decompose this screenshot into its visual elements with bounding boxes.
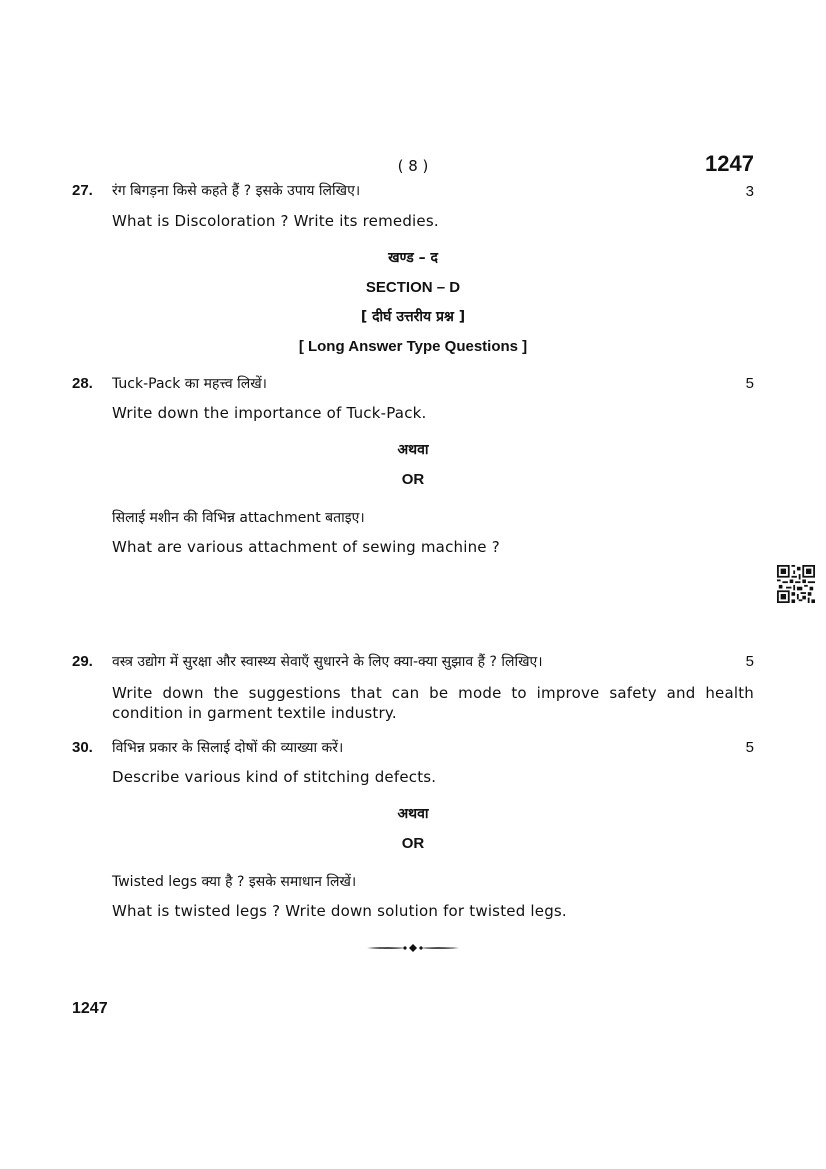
section-title-hindi: खण्ड – द	[388, 250, 438, 266]
question-30-marks: 5	[745, 739, 754, 756]
question-30-alt-english: What is twisted legs ? Write down solution for twisted legs.	[112, 902, 567, 920]
question-28-english: Write down the importance of Tuck-Pack.	[112, 404, 427, 422]
paper-code-footer: 1247	[72, 1000, 108, 1017]
page-number: ( 8 )	[397, 157, 429, 175]
question-29-marks: 5	[745, 653, 754, 670]
question-28-hindi: Tuck-Pack का महत्त्व लिखें।	[112, 376, 267, 392]
paper-code-header: 1247	[705, 151, 754, 176]
question-28-marks: 5	[745, 375, 754, 392]
or-english-30: OR	[401, 835, 425, 852]
question-28-alt-english: What are various attachment of sewing machine ?	[112, 538, 500, 556]
or-hindi-30: अथवा	[397, 806, 429, 822]
question-30-english: Describe various kind of stitching defects.	[112, 768, 437, 786]
section-title-english: SECTION – D	[365, 279, 461, 296]
question-number-27: 27.	[72, 182, 93, 199]
question-29-hindi: वस्त्र उद्योग में सुरक्षा और स्वास्थ्य सेवाएँ सुधारने के लिए क्या-क्या सुझाव हैं ? लिखिए।	[112, 654, 543, 670]
question-number-29: 29.	[72, 653, 93, 670]
question-28-alt-hindi: सिलाई मशीन की विभिन्न attachment बताइए।	[112, 510, 365, 526]
question-27-english: What is Discoloration ? Write its remedies.	[112, 212, 439, 230]
question-29-english: Write down the suggestions that can be mode to improve safety and health condition in garment textile industry.	[112, 684, 754, 722]
or-english-28: OR	[401, 471, 425, 488]
question-30-alt-hindi: Twisted legs क्या है ? इसके समाधान लिखें।	[112, 874, 357, 890]
end-ornament-icon	[365, 940, 461, 956]
qr-code-icon	[777, 565, 815, 603]
question-30-hindi: विभिन्न प्रकार के सिलाई दोषों की व्याख्या करें।	[112, 740, 344, 756]
question-27-marks: 3	[745, 183, 754, 200]
or-hindi-28: अथवा	[397, 442, 429, 458]
section-subtitle-english: [ Long Answer Type Questions ]	[298, 338, 528, 355]
question-27-hindi: रंग बिगड़ना किसे कहते हैं ? इसके उपाय लिखिए।	[112, 183, 361, 199]
question-number-30: 30.	[72, 739, 93, 756]
question-number-28: 28.	[72, 375, 93, 392]
section-subtitle-hindi: [ दीर्घ उत्तरीय प्रश्न ]	[360, 309, 466, 325]
